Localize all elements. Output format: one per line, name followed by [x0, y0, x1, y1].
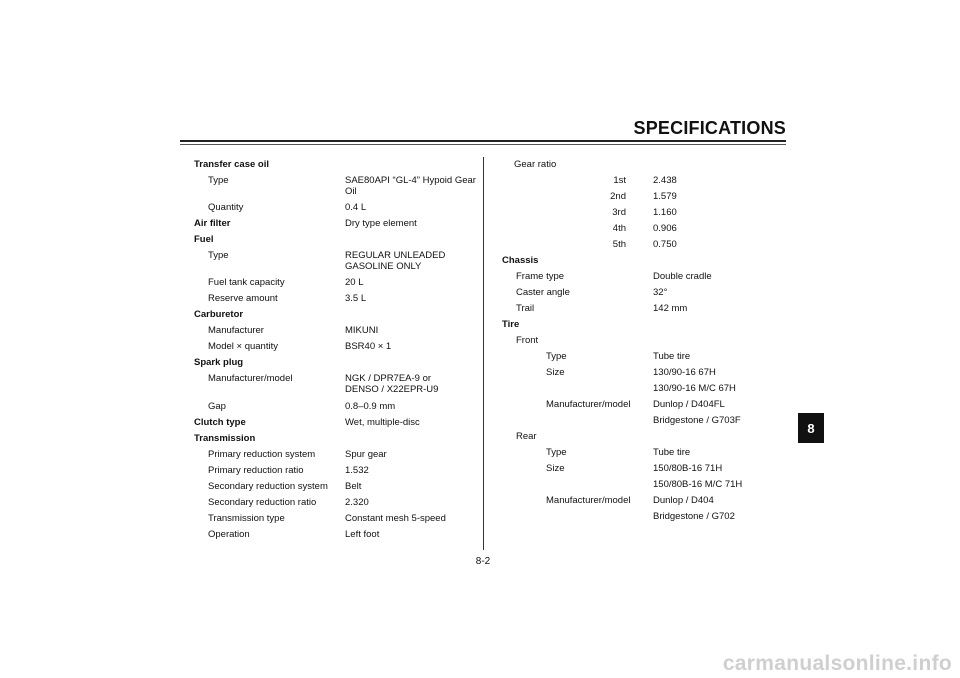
gear-ratio-value: 1.579 [653, 191, 677, 202]
spec-label: Reserve amount [208, 293, 278, 304]
section-carburetor: Carburetor [194, 309, 244, 320]
spec-label: Primary reduction ratio [208, 465, 304, 476]
spec-value: DENSO / X22EPR-U9 [345, 384, 439, 395]
spec-value: 3.5 L [345, 293, 367, 304]
section-transfer-case-oil: Transfer case oil [194, 159, 269, 170]
column-divider [483, 157, 484, 550]
section-fuel: Fuel [194, 234, 214, 245]
spec-value: 130/90-16 67H [653, 367, 716, 378]
spec-value: GASOLINE ONLY [345, 261, 422, 272]
spec-value: 150/80B-16 M/C 71H [653, 479, 743, 490]
spec-value: Dunlop / D404FL [653, 399, 725, 410]
spec-value: 32° [653, 287, 668, 298]
header-rule [180, 140, 786, 142]
spec-value: Double cradle [653, 271, 712, 282]
section-air-filter: Air filter [194, 218, 231, 229]
chapter-tab: 8 [798, 413, 824, 443]
spec-value: 1.532 [345, 465, 369, 476]
spec-label: Frame type [516, 271, 565, 282]
spec-value: REGULAR UNLEADED [345, 250, 446, 261]
spec-value: Spur gear [345, 449, 387, 460]
header-rule-thin [180, 144, 786, 145]
spec-label: Manufacturer/model [546, 399, 631, 410]
spec-value: Left foot [345, 529, 380, 540]
section-spark-plug: Spark plug [194, 357, 244, 368]
spec-label: Trail [516, 303, 535, 314]
section-chassis: Chassis [502, 255, 539, 266]
spec-label: Quantity [208, 202, 244, 213]
spec-value: Belt [345, 481, 362, 492]
gear-label: 3rd [612, 207, 626, 218]
spec-value: Bridgestone / G702 [653, 511, 735, 522]
spec-label: Manufacturer [208, 325, 264, 336]
spec-value: 20 L [345, 277, 364, 288]
spec-value: 142 mm [653, 303, 688, 314]
spec-value: BSR40 × 1 [345, 341, 392, 352]
spec-value: MIKUNI [345, 325, 379, 336]
subsection-rear: Rear [516, 431, 537, 442]
gear-label: 2nd [610, 191, 626, 202]
gear-ratio-value: 0.750 [653, 239, 677, 250]
gear-ratio-value: 0.906 [653, 223, 677, 234]
spec-value: Constant mesh 5-speed [345, 513, 446, 524]
gear-ratio-value: 2.438 [653, 175, 677, 186]
section-transmission: Transmission [194, 433, 256, 444]
gear-label: 4th [612, 223, 626, 234]
spec-value: Tube tire [653, 351, 691, 362]
spec-value: Oil [345, 186, 357, 197]
spec-label: Type [546, 351, 567, 362]
spec-label: Manufacturer/model [208, 373, 293, 384]
section-tire: Tire [502, 319, 520, 330]
page-title: SPECIFICATIONS [633, 118, 786, 138]
spec-label: Caster angle [516, 287, 570, 298]
subsection-front: Front [516, 335, 539, 346]
gear-label: 1st [613, 175, 626, 186]
spec-value: 130/90-16 M/C 67H [653, 383, 736, 394]
spec-value: 150/80B-16 71H [653, 463, 723, 474]
spec-label: Operation [208, 529, 250, 540]
spec-label: Manufacturer/model [546, 495, 631, 506]
spec-label: Transmission type [208, 513, 285, 524]
spec-value: SAE80API “GL-4” Hypoid Gear [345, 175, 476, 186]
spec-label: Model × quantity [208, 341, 278, 352]
section-clutch-type: Clutch type [194, 417, 246, 428]
watermark-text: carmanualsonline.info [722, 652, 952, 675]
spec-label: Type [208, 250, 229, 261]
spec-value: NGK / DPR7EA-9 or [345, 373, 432, 384]
spec-value: Tube tire [653, 447, 691, 458]
spec-label: Secondary reduction system [208, 481, 328, 492]
gear-ratio-value: 1.160 [653, 207, 677, 218]
spec-value: Dunlop / D404 [653, 495, 714, 506]
spec-value: Dry type element [345, 218, 417, 229]
spec-label: Type [546, 447, 567, 458]
spec-label: Gap [208, 401, 226, 412]
spec-label: Fuel tank capacity [208, 277, 285, 288]
spec-label: Size [546, 463, 565, 474]
spec-value: 0.4 L [345, 202, 367, 213]
spec-label-gear-ratio: Gear ratio [514, 159, 557, 170]
spec-value: 0.8–0.9 mm [345, 401, 396, 412]
page-number: 8-2 [475, 556, 491, 567]
spec-value: Wet, multiple-disc [345, 417, 420, 428]
spec-value: Bridgestone / G703F [653, 415, 741, 426]
spec-label: Primary reduction system [208, 449, 316, 460]
gear-label: 5th [612, 239, 626, 250]
spec-value: 2.320 [345, 497, 369, 508]
spec-label: Secondary reduction ratio [208, 497, 317, 508]
spec-label: Type [208, 175, 229, 186]
spec-label: Size [546, 367, 565, 378]
